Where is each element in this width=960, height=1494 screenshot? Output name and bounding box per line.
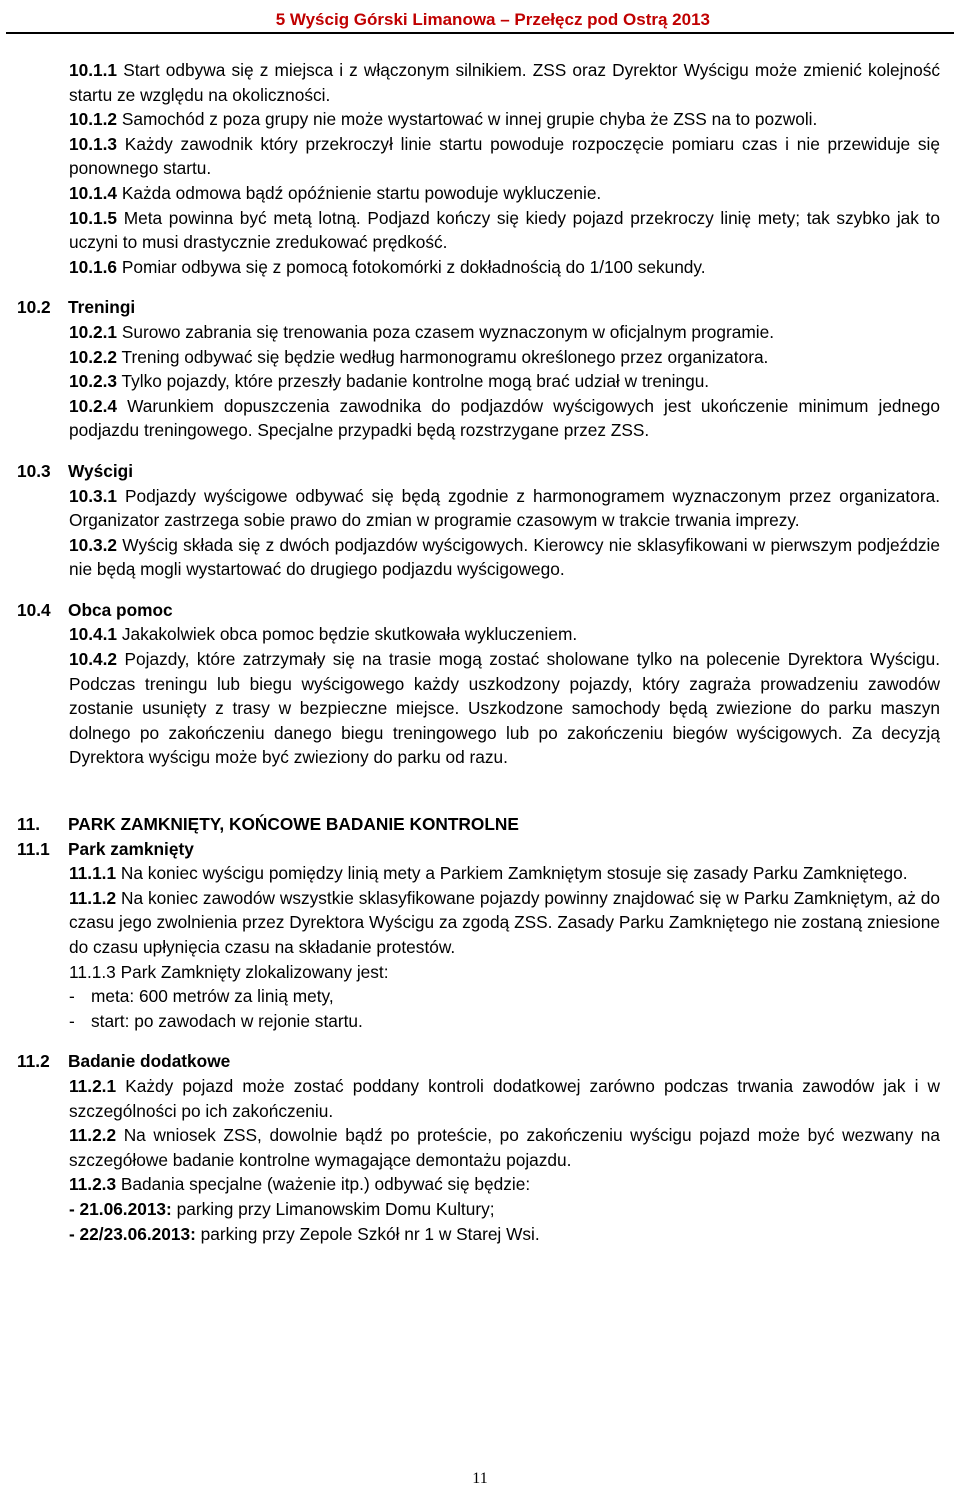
item-10-2-4 [69, 394, 940, 443]
item-number: 10.1.5 [69, 207, 118, 228]
section-11-2 [17, 1049, 940, 1074]
item-11-2-1 [69, 1074, 940, 1123]
item-text: Surowo zabrania się trenowania poza czasem wyznaczonym w oficjalnym programie. [121, 321, 775, 342]
date-item [69, 1222, 940, 1247]
section-number: 10.3 [17, 460, 51, 481]
section-10-4 [17, 598, 940, 623]
item-text: Każdy zawodnik który przekroczył linie startu powoduje rozpoczęcie pomiaru czas i nie przewiduje się ponownego startu. [69, 133, 940, 179]
item-10-1-6 [69, 255, 940, 280]
item-number: 11.1.1 [69, 863, 117, 884]
item-number: 10.2.2 [69, 346, 118, 367]
page-number: 11 [472, 1470, 488, 1487]
date-item [69, 1197, 940, 1222]
list-item-text: meta: 600 metrów za linią mety, [91, 986, 334, 1007]
item-text: Samochód z poza grupy nie może wystartować w innej grupie chyba że ZSS na to pozwoli. [121, 109, 818, 130]
item-text: Pojazdy, które zatrzymały się na trasie mogą zostać sholowane tylko na polecenie Dyrektora Wyścigu. Podczas treningu lub biegu wyścigowego każdy uszkodzony pojazdy, który zagraża prowadzeniu zawodów zostanie usunięty z trasy w bezpieczne miejsce. Uszkodzone samochody będą zwiezione do parku maszyn dolnego po zakończeniu danego biegu treningowego lub po zakończeniu biegów wyścigowych. Za decyzją Dyrektora wyścigu może być zwieziony do parku od razu. [69, 649, 940, 768]
section-number: 11.2 [17, 1051, 50, 1072]
item-number: 11.2.1 [69, 1075, 117, 1096]
item-number: 10.3.2 [69, 534, 118, 555]
item-10-1-2 [69, 107, 940, 132]
item-text: Na koniec zawodów wszystkie sklasyfikowane pojazdy powinny znajdować się w Parku Zamkniętym, aż do czasu jego zwolnienia przez Dyrektora Wyścigu za zgodą ZSS. Zasady Parku Zamkniętego nie zostaną zniesione do czasu upłynięcia czasu na składanie protestów. [69, 887, 941, 957]
list-item: - meta: 600 metrów za linią mety, [69, 986, 334, 1007]
item-11-2-2 [69, 1123, 940, 1172]
item-number: 10.2.4 [69, 395, 118, 416]
section-number: 11. [17, 814, 41, 835]
item-11-1-1 [69, 861, 940, 886]
item-11-1-2 [69, 886, 940, 960]
item-text: Tylko pojazdy, które przeszły badanie kontrolne mogą brać udział w treningu. [121, 371, 710, 392]
item-text: Każda odmowa bądź opóźnienie startu powoduje wykluczenie. [121, 182, 602, 203]
item-text: Start odbywa się z miejsca i z włączonym silnikiem. ZSS oraz Dyrektor Wyścigu może zmienić kolejność startu ze względu na okoliczności. [69, 60, 941, 105]
item-number: 10.1.2 [69, 109, 118, 130]
header-title: 5 Wyścig Górski Limanowa – Przełęcz pod Ostrą 2013 [275, 10, 710, 29]
section-11 [17, 812, 940, 837]
section-11-1 [17, 837, 940, 862]
item-number: 10.4.2 [69, 649, 118, 670]
item-number: 11.1.2 [69, 887, 117, 908]
item-10-3-2 [69, 533, 940, 582]
document-body [0, 58, 960, 1246]
section-number: 10.4 [17, 599, 51, 620]
item-10-4-2 [69, 647, 940, 770]
item-10-1-1 [69, 58, 940, 107]
item-11-1-3 [69, 960, 940, 985]
item-10-4-1 [69, 622, 940, 647]
item-11-2-3 [69, 1172, 940, 1197]
item-10-2-2 [69, 345, 940, 370]
item-text: Każdy pojazd może zostać poddany kontroli dodatkowej zarówno podczas trwania zawodów jak i w szczególności po ich zakończeniu. [69, 1075, 940, 1121]
list-item: - start: po zawodach w rejonie startu. [69, 1010, 363, 1031]
list-item-text: start: po zawodach w rejonie startu. [91, 1010, 363, 1031]
item-number: 11.1.3 [69, 961, 116, 982]
date-text: parking przy Limanowskim Domu Kultury; [176, 1198, 495, 1219]
item-10-2-1 [69, 320, 940, 345]
item-text: Park Zamknięty zlokalizowany jest: [120, 961, 389, 982]
item-number: 10.4.1 [69, 624, 118, 645]
item-number: 10.1.1 [69, 60, 118, 80]
date-label: - 22/23.06.2013: [69, 1223, 196, 1244]
item-number: 10.3.1 [69, 485, 118, 506]
section-title: Obca pomoc [68, 599, 173, 620]
item-number: 11.2.2 [69, 1125, 117, 1146]
header-rule [6, 32, 954, 34]
item-10-1-5 [69, 206, 940, 255]
item-10-2-3 [69, 369, 940, 394]
item-text: Na koniec wyścigu pomiędzy linią mety a Parkiem Zamkniętym stosuje się zasady Parku Zamkniętego. [120, 863, 908, 884]
item-text: Meta powinna być metą lotną. Podjazd kończy się kiedy pojazd przekroczy linię mety; tak szybko jak to uczyni to musi drastycznie zredukować prędkość. [69, 207, 940, 253]
item-text: Trening odbywać się będzie według harmonogramu określonego przez organizatora. [121, 346, 769, 367]
item-10-3-1 [69, 484, 940, 533]
section-title: Park zamknięty [68, 838, 194, 859]
section-title: Wyścigi [68, 460, 133, 481]
date-text: parking przy Zepole Szkół nr 1 w Starej Wsi. [200, 1223, 540, 1244]
item-10-1-3 [69, 132, 940, 181]
item-number: 10.2.1 [69, 321, 118, 342]
section-number: 11.1 [17, 838, 50, 859]
date-label: - 21.06.2013: [69, 1198, 172, 1219]
item-number: 10.1.4 [69, 182, 118, 203]
item-text: Jakakolwiek obca pomoc będzie skutkowała wykluczeniem. [121, 624, 578, 645]
item-number: 10.1.6 [69, 256, 118, 277]
item-text: Badania specjalne (ważenie itp.) odbywać się będzie: [120, 1174, 531, 1195]
section-10-3 [17, 459, 940, 484]
item-number: 10.2.3 [69, 371, 118, 392]
item-number: 11.2.3 [69, 1174, 117, 1195]
section-10-2 [17, 295, 940, 320]
item-number: 10.1.3 [69, 133, 118, 154]
section-title: PARK ZAMKNIĘTY, KOŃCOWE BADANIE KONTROLNE [68, 814, 519, 835]
item-text: Podjazdy wyścigowe odbywać się będą zgodnie z harmonogramem wyznaczonym przez organizatora. Organizator zastrzega sobie prawo do zmian w programie czasowym w trakcie trwania imprezy. [69, 485, 940, 531]
item-10-1-4 [69, 181, 940, 206]
section-number: 10.2 [17, 297, 51, 318]
item-text: Warunkiem dopuszczenia zawodnika do podjazdów wyścigowych jest ukończenie minimum jednego podjazdu treningowego. Specjalne przypadki będą rozstrzygane przez ZSS. [69, 395, 940, 441]
item-text: Wyścig składa się z dwóch podjazdów wyścigowych. Kierowcy nie sklasyfikowani w pierwszym podjeździe nie będą mogli wystartować do drugiego podjazdu wyścigowego. [69, 534, 940, 580]
section-title: Badanie dodatkowe [68, 1051, 231, 1072]
item-text: Na wniosek ZSS, dowolnie bądź po proteście, po zakończeniu wyścigu pojazd może być wezwany na szczegółowe badanie kontrolne wymagające demontażu pojazdu. [69, 1125, 940, 1170]
section-title: Treningi [68, 297, 136, 318]
item-text: Pomiar odbywa się z pomocą fotokomórki z dokładnością do 1/100 sekundy. [121, 256, 706, 277]
